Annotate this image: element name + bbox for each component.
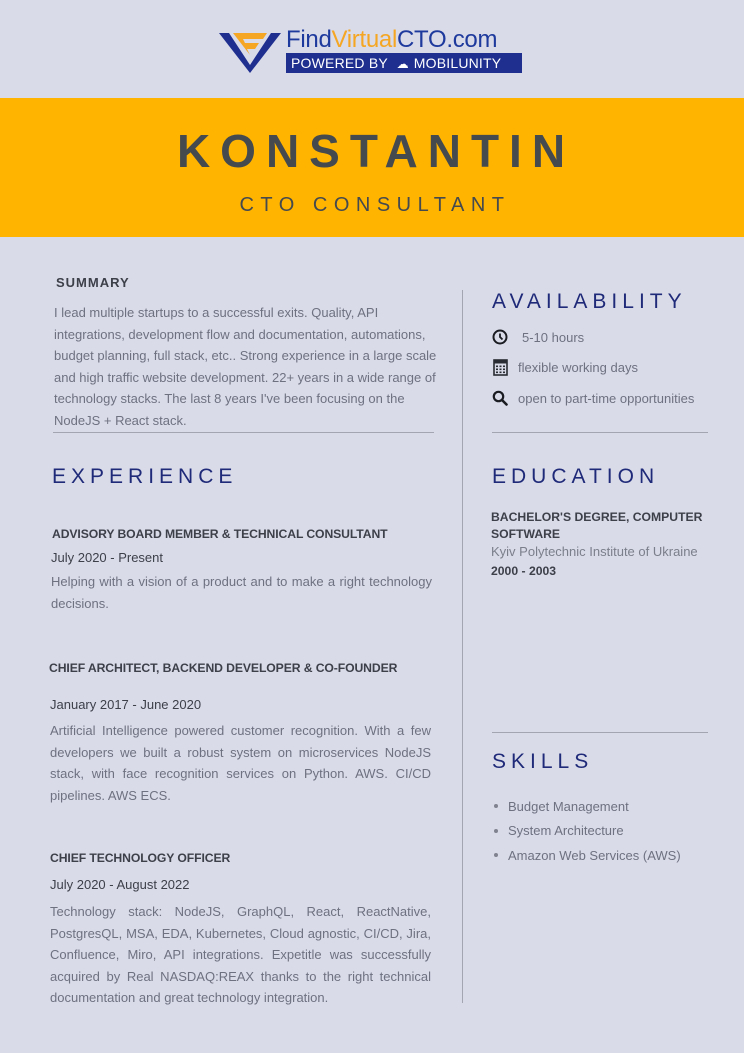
- summary-heading: SUMMARY: [56, 275, 130, 290]
- summary-divider: [53, 432, 434, 433]
- job-dates: July 2020 - August 2022: [50, 877, 190, 892]
- clock-icon: [491, 328, 509, 346]
- job-description: Helping with a vision of a product and to make a right technology decisions.: [51, 574, 432, 611]
- search-icon: [491, 389, 509, 407]
- availability-item: open to part-time opportunities: [491, 388, 694, 408]
- bullet-icon: [494, 829, 498, 833]
- mobilunity-cloud-icon: ☁: [396, 57, 409, 71]
- availability-item: flexible working days: [491, 357, 638, 377]
- summary-text: I lead multiple startups to a successful exits. Quality, API integrations, development flow and documentation, automations, budget planning, full stack, etc.. Strong experience in a large scale and high traffic website development. 22+ years in a wide range of technology stacks. The last 8 years I've been focusing on the NodeJS + React stack.: [54, 305, 437, 428]
- job-title: ADVISORY BOARD MEMBER & TECHNICAL CONSULTANT: [52, 527, 388, 541]
- skill-item: Budget Management: [494, 794, 681, 819]
- calendar-icon: [491, 358, 509, 376]
- education-school: Kyiv Polytechnic Institute of Ukraine: [491, 544, 698, 559]
- skill-item: Amazon Web Services (AWS): [494, 843, 681, 868]
- experience-heading: EXPERIENCE: [52, 465, 238, 488]
- skills-heading: SKILLS: [492, 750, 594, 773]
- job-title: CHIEF ARCHITECT, BACKEND DEVELOPER & CO-FOUNDER: [49, 661, 398, 675]
- availability-item: 5-10 hours: [491, 327, 584, 347]
- logo-mark-icon: [219, 29, 281, 73]
- education-years: 2000 - 2003: [491, 564, 557, 578]
- candidate-role: CTO CONSULTANT: [239, 194, 511, 216]
- candidate-name: KONSTANTIN: [176, 125, 576, 177]
- education-divider: [492, 732, 708, 733]
- logo-tagline: POWERED BY ☁ MOBILUNITY: [286, 53, 522, 73]
- skills-list: [494, 794, 681, 868]
- availability-divider: [492, 432, 708, 433]
- job-title: CHIEF TECHNOLOGY OFFICER: [50, 851, 231, 865]
- education-degree: BACHELOR'S DEGREE, COMPUTER SOFTWARE: [491, 510, 703, 541]
- education-heading: EDUCATION: [492, 465, 660, 488]
- bullet-icon: [494, 853, 498, 857]
- job-dates: January 2017 - June 2020: [50, 697, 202, 712]
- job-description: Technology stack: NodeJS, GraphQL, React, ReactNative, PostgresQL, MSA, EDA, Kubernetes, Cloud agnostic, CI/CD, Jira, Confluence, Miro, API integrations. Expetitle was successfully acquired by Real NASDAQ:REAX thanks to the right technical documentation and great technology integration.: [50, 904, 431, 1006]
- availability-heading: AVAILABILITY: [492, 290, 687, 313]
- column-divider: [462, 290, 463, 1003]
- skill-item: System Architecture: [494, 819, 681, 844]
- job-description: Artificial Intelligence powered customer recognition. With a few developers we built a robust system on microservices NodeJS stack, with face recognition services on Python. AWS. CI/CD pipelines. AWS ECS.: [50, 723, 431, 803]
- job-dates: July 2020 - Present: [51, 550, 164, 565]
- findvirtualcto-logo: [219, 27, 529, 75]
- bullet-icon: [494, 804, 498, 808]
- logo-wordmark: FindVirtualCTO.com: [286, 26, 498, 53]
